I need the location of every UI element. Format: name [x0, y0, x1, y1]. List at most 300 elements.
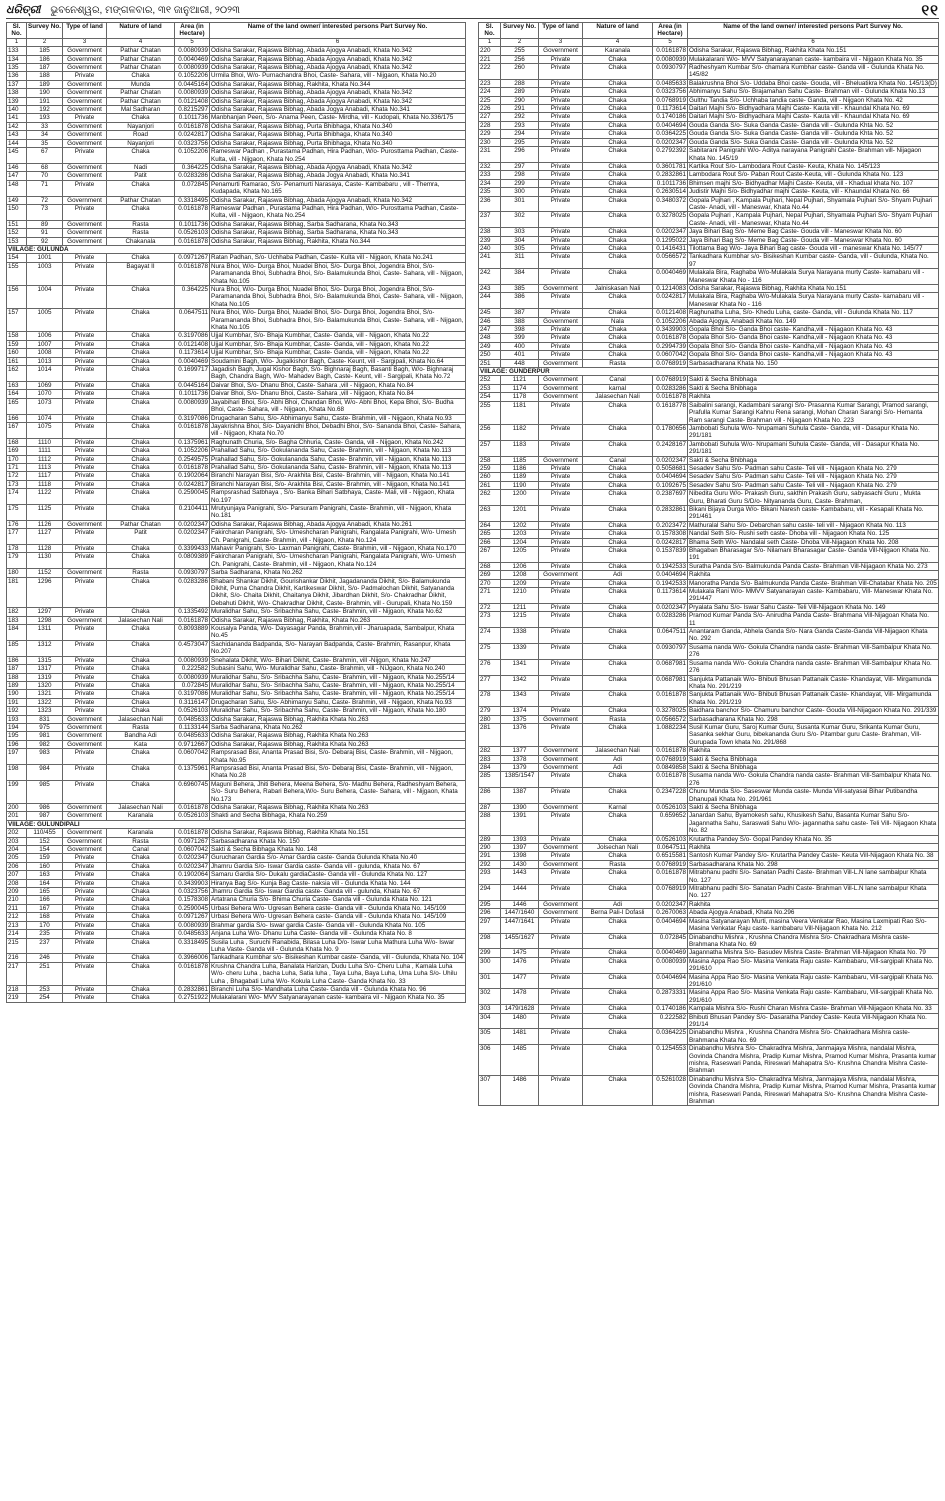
sl-no-cell: 277: [479, 675, 501, 691]
survey-no-cell: 1206: [501, 562, 539, 570]
owner-cell: Mathuralal Sahu S/o- Debarchan sahu caste- teli vill - Nijagaon Khata No. 113: [688, 521, 939, 529]
survey-no-cell: 1001: [27, 254, 63, 262]
survey-no-cell: 290: [501, 96, 539, 104]
area-cell: 0.364225: [175, 163, 210, 171]
sl-no-cell: 188: [7, 673, 27, 681]
land-type-cell: Private: [539, 869, 583, 885]
area-cell: 0.0768919: [653, 755, 688, 763]
area-cell: 0.0242817: [175, 480, 210, 488]
land-type-cell: Private: [63, 879, 107, 887]
table-row: [479, 603, 939, 611]
survey-no-cell: 982: [27, 740, 63, 748]
area-cell: 0.0647511: [175, 309, 210, 332]
sl-no-cell: 224: [479, 88, 501, 96]
land-type-cell: Government: [539, 456, 583, 464]
area-cell: 0.0202347: [653, 228, 688, 236]
land-type-cell: Private: [63, 438, 107, 446]
survey-no-cell: 1377: [501, 747, 539, 755]
survey-no-cell: 1113: [27, 463, 63, 471]
table-row: [7, 64, 466, 72]
table-row: [479, 628, 939, 644]
survey-no-cell: 1398: [501, 852, 539, 860]
land-nature-cell: Jalasechan Nali: [107, 616, 175, 624]
land-type-cell: Private: [63, 608, 107, 616]
sl-no-cell: 261: [479, 481, 501, 489]
owner-cell: Manbhanjan Peen, S/o- Anama Peen, Caste- Mirdha, vill - Kudopali, Khata No.336/175: [210, 114, 466, 122]
land-nature-cell: Chaka: [583, 196, 653, 212]
area-cell: 0.2832861: [653, 171, 688, 179]
table-row: [479, 643, 939, 659]
sl-no-cell: 189: [7, 681, 27, 689]
land-type-cell: Government: [63, 64, 107, 72]
owner-cell: Fakircharan Panigrahi, S/o- Umeshcharan Panigrahi, Rangalata Panigrahi, W/o- Umesh Ch. Panigrahi, Caste- Brahmin, vill - Nijgaon, Khata No.124: [210, 553, 466, 569]
table-row: [7, 480, 466, 488]
table-row: [7, 904, 466, 912]
area-cell: 0.0080939: [175, 47, 210, 55]
land-nature-cell: Chaka: [583, 105, 653, 113]
area-cell: 0.3197086: [175, 332, 210, 340]
sl-no-cell: 197: [7, 749, 27, 765]
land-nature-cell: Karanala: [107, 829, 175, 837]
land-nature-cell: Chaka: [583, 188, 653, 196]
land-type-cell: Government: [63, 131, 107, 139]
land-nature-cell: Chaka: [107, 690, 175, 698]
area-cell: 0.0323756: [175, 888, 210, 896]
land-type-cell: Private: [63, 904, 107, 912]
land-nature-cell: Chaka: [107, 985, 175, 993]
area-cell: 0.2590045: [175, 489, 210, 505]
area-cell: 0.1375961: [175, 438, 210, 446]
land-type-cell: Government: [63, 163, 107, 171]
owner-cell: Ratan Padhan, S/o- Uchhaba Padhan, Caste- Kulta vill - Nijgaon, Khata No.241: [210, 254, 466, 262]
land-nature-cell: Chaka: [107, 994, 175, 1002]
table-row: [479, 401, 939, 424]
col-number: 3: [63, 38, 107, 46]
village-heading: VIILAGE: GUNDERPUR: [479, 368, 939, 376]
table-row: [7, 812, 466, 820]
land-type-cell: Private: [539, 505, 583, 521]
table-row: [7, 237, 466, 245]
sl-no-cell: 199: [7, 780, 27, 803]
table-row: [7, 888, 466, 896]
owner-cell: Jambobati Suhula W/o- Nrupamani Suhula Caste- Ganda, vill - Dasapur Khata No. 291/181: [688, 440, 939, 456]
owner-cell: Sakti & Secha Bhibhaga: [688, 384, 939, 392]
survey-no-cell: 1391: [501, 812, 539, 835]
survey-no-cell: 1174: [501, 384, 539, 392]
land-type-cell: Private: [539, 138, 583, 146]
table-row: [479, 588, 939, 604]
table-row: [7, 837, 466, 845]
land-type-cell: Private: [539, 852, 583, 860]
sl-no-cell: 173: [7, 480, 27, 488]
area-cell: 0.2751922: [175, 994, 210, 1002]
survey-no-cell: 303: [501, 228, 539, 236]
table-row: [7, 332, 466, 340]
land-type-cell: Private: [63, 480, 107, 488]
area-cell: 0.0202347: [175, 520, 210, 528]
table-row: [479, 188, 939, 196]
area-cell: 0.9712667: [175, 740, 210, 748]
owner-cell: Nura Bhoi, W/o- Durga Bhoi, Nuadei Bhoi, S/o- Durga Bhoi, Jogendra Bhoi, S/o- Paramananda Bhoi, Subhadra Bhoi, S/o- Balamukunda Bhoi, Caste- Sahara, vill - Nijgaon, Khata No.105: [210, 262, 466, 285]
land-nature-cell: Chaka: [107, 577, 175, 608]
area-cell: 0.1214083: [653, 285, 688, 293]
owner-cell: Prahallad Sahu, S/o- Gokulananda Sahu, Caste- Brahmin, vill - Nijgaon, Khata No.113: [210, 455, 466, 463]
land-nature-cell: Chaka: [107, 681, 175, 689]
village-heading: VIILAGE: GULUNDA: [7, 245, 466, 253]
area-cell: 0.0526103: [653, 835, 688, 843]
sl-no-cell: 262: [479, 490, 501, 506]
area-cell: 0.0687981: [653, 675, 688, 691]
area-cell: 0.8215297: [175, 106, 210, 114]
owner-cell: Masina Appa Rao S/o- Masina Venkata Raju caste- Kambabaru, Vill-sargipali Khata No. 291/610: [688, 973, 939, 989]
owner-cell: Pramod Kumar Panda S/o- Anirudha Panda Caste- Brahmana Vill-Nijagoan Khata No. 11: [688, 612, 939, 628]
table-row: [479, 384, 939, 392]
owner-cell: Muralidhar Sahu, S/o- Sribachha Sahu, Caste- Brahmin, vill - Nijgaon, Khata No.255/14: [210, 673, 466, 681]
sl-no-cell: 190: [7, 690, 27, 698]
land-nature-cell: Chaka: [107, 938, 175, 954]
sl-no-cell: 282: [479, 747, 501, 755]
table-row: [7, 47, 466, 55]
table-row: [7, 504, 466, 520]
header-owner: Name of the land owner/ interested persons Part Survey No.: [210, 23, 466, 39]
area-cell: 0.0768919: [653, 885, 688, 901]
owner-cell: Radheshyam Kumbar S/o- chamara Kumbhar caste- Ganda vill - Gulunda Khata No. 145/82: [688, 64, 939, 80]
land-type-cell: Private: [63, 463, 107, 471]
land-nature-cell: Chaka: [107, 545, 175, 553]
area-cell: 0.0404694: [653, 917, 688, 933]
table-row: [7, 398, 466, 414]
land-type-cell: Private: [63, 366, 107, 382]
area-cell: 0.0930797: [653, 64, 688, 80]
sl-no-cell: 159: [7, 340, 27, 348]
land-nature-cell: Chaka: [107, 698, 175, 706]
land-type-cell: Private: [539, 309, 583, 317]
survey-no-cell: 251: [27, 962, 63, 985]
table-row: [7, 520, 466, 528]
owner-cell: Sakti & Secha Bhibhaga: [688, 804, 939, 812]
survey-no-cell: 1189: [501, 473, 539, 481]
survey-no-cell: 1385/1547: [501, 772, 539, 788]
table-row: [7, 780, 466, 803]
land-type-cell: Private: [63, 764, 107, 780]
owner-cell: Odisha Sarakar, Rajaswa Bibhag, Sarba Sadharana, Khata No.343: [210, 220, 466, 228]
sl-no-cell: 214: [7, 930, 27, 938]
table-row: [7, 994, 466, 1002]
table-row: [7, 139, 466, 147]
land-nature-cell: Chaka: [107, 366, 175, 382]
land-type-cell: Government: [63, 80, 107, 88]
survey-no-cell: 1008: [27, 349, 63, 357]
land-type-cell: Government: [63, 569, 107, 577]
land-nature-cell: Chaka: [583, 869, 653, 885]
land-nature-cell: Chaka: [583, 1045, 653, 1076]
land-type-cell: Private: [63, 577, 107, 608]
survey-no-cell: 302: [501, 212, 539, 228]
survey-no-cell: 1376: [501, 723, 539, 746]
sl-no-cell: 232: [479, 162, 501, 170]
owner-cell: Nibedita Guru W/o- Prakash Guru, sakthin Prakash Guru, sabyasachi Guru , Mukta Guru, Bharati Guru S/D/o- Nityananda Guru, Caste- Brahman,: [688, 490, 939, 506]
sl-no-cell: 141: [7, 114, 27, 122]
land-nature-cell: Chaka: [107, 398, 175, 414]
sl-no-cell: 163: [7, 381, 27, 389]
sl-no-cell: 134: [7, 55, 27, 63]
land-type-cell: Government: [539, 376, 583, 384]
table-row: [479, 538, 939, 546]
survey-no-cell: 1110: [27, 438, 63, 446]
land-type-cell: Private: [539, 464, 583, 472]
land-table-right: [478, 22, 939, 1106]
area-cell: 0.1578308: [175, 896, 210, 904]
survey-no-cell: 1202: [501, 521, 539, 529]
survey-no-cell: 1118: [27, 480, 63, 488]
area-cell: 0.0242817: [653, 538, 688, 546]
owner-cell: Mulakala Rani W/o- MMVV Satyanarayan caste- Kambabaru, Vill- Maneswar Khata No. 291/447: [688, 588, 939, 604]
owner-cell: Rakhita: [688, 900, 939, 908]
sl-no-cell: 158: [7, 332, 27, 340]
survey-no-cell: 152: [27, 837, 63, 845]
table-row: [479, 269, 939, 285]
area-cell: 0.0404694: [653, 571, 688, 579]
table-row: [479, 55, 939, 63]
land-nature-cell: Chaka: [107, 962, 175, 985]
survey-no-cell: 168: [27, 913, 63, 921]
col-number: 6: [210, 38, 466, 46]
area-cell: 0.2832861: [175, 985, 210, 993]
land-nature-cell: Rasta: [107, 569, 175, 577]
land-type-cell: Private: [63, 262, 107, 285]
survey-no-cell: 1127: [27, 529, 63, 545]
land-type-cell: Private: [63, 921, 107, 929]
area-cell: 0.3197086: [175, 414, 210, 422]
survey-no-cell: 1479/1628: [501, 1005, 539, 1013]
land-type-cell: Government: [63, 732, 107, 740]
land-nature-cell: Chaka: [583, 138, 653, 146]
table-row: [479, 162, 939, 170]
survey-no-cell: 68: [27, 163, 63, 171]
land-nature-cell: Chaka: [583, 788, 653, 804]
area-cell: 0.1052206: [653, 317, 688, 325]
sl-no-cell: 222: [479, 64, 501, 80]
sl-no-cell: 169: [7, 447, 27, 455]
area-cell: 0.0202347: [653, 900, 688, 908]
owner-cell: Odisha Sarakar, Rajaswa Bibhag, Rakhita Khata No.263: [210, 715, 466, 723]
land-type-cell: Private: [63, 656, 107, 664]
survey-no-cell: 1312: [27, 640, 63, 656]
village-heading-row: [7, 820, 466, 828]
header-row: [7, 23, 466, 39]
land-type-cell: Private: [539, 691, 583, 707]
land-nature-cell: Karnal: [583, 804, 653, 812]
table-row: [7, 862, 466, 870]
table-row: [7, 340, 466, 348]
table-row: [7, 577, 466, 608]
survey-no-cell: 305: [501, 244, 539, 252]
owner-cell: Odisha Sarakar, Rajaswa Bibhag, Rakhita Khata No.263: [210, 804, 466, 812]
land-nature-cell: Canal: [107, 846, 175, 854]
area-cell: 0.1011736: [175, 220, 210, 228]
land-nature-cell: Pathar Chatan: [107, 196, 175, 204]
area-cell: 0.0161878: [653, 691, 688, 707]
table-row: [479, 1013, 939, 1029]
owner-cell: Subasini Sahu, W/o- Muralidhar Sahu, Caste- Brahmin, vill - NiJgaon, Khata No.240: [210, 665, 466, 673]
land-nature-cell: Chaka: [107, 309, 175, 332]
sl-no-cell: 207: [7, 871, 27, 879]
area-cell: 0.0202347: [175, 862, 210, 870]
area-cell: 0.1780656: [653, 424, 688, 440]
land-type-cell: Private: [539, 79, 583, 87]
area-cell: 0.0242817: [653, 293, 688, 309]
owner-cell: Artatrana Churia S/o- Bhima Churia Caste- Ganda vill - Gulunda Khata No. 121: [210, 896, 466, 904]
area-cell: 0.1902064: [175, 871, 210, 879]
land-nature-cell: Chaka: [583, 179, 653, 187]
survey-no-cell: 1296: [27, 577, 63, 608]
area-cell: 0.0647511: [653, 844, 688, 852]
sl-no-cell: 205: [7, 854, 27, 862]
land-nature-cell: Chaka: [107, 438, 175, 446]
survey-no-cell: 1393: [501, 835, 539, 843]
area-cell: 0.0161878: [175, 804, 210, 812]
table-row: [7, 229, 466, 237]
land-type-cell: Government: [63, 829, 107, 837]
sl-no-cell: 253: [479, 384, 501, 392]
land-type-cell: Private: [63, 340, 107, 348]
owner-cell: Gopala Bhoi S/o- Ganda Bhoi caste- Kandha,vill - Nijagaon Khata No. 43: [688, 342, 939, 350]
sl-no-cell: 233: [479, 171, 501, 179]
owner-cell: Baidhara banchor S/o- Chamuru banchor Caste- Gouda Vill-Nijagaon Khata No. 291/339: [688, 707, 939, 715]
survey-no-cell: 1387: [501, 788, 539, 804]
land-nature-cell: Chaka: [107, 114, 175, 122]
owner-cell: Susama nanda W/o- Gokula Chandra nanda caste- Brahman Vill-Sambalpur Khata No. 276: [688, 643, 939, 659]
sl-no-cell: 299: [479, 949, 501, 957]
land-type-cell: Private: [63, 698, 107, 706]
sl-no-cell: 168: [7, 438, 27, 446]
sl-no-cell: 265: [479, 530, 501, 538]
survey-no-cell: 1203: [501, 530, 539, 538]
table-row: [479, 900, 939, 908]
table-row: [479, 949, 939, 957]
survey-no-cell: 1125: [27, 504, 63, 520]
sl-no-cell: 191: [7, 698, 27, 706]
owner-cell: Jayabihari Bhoi, S/o- Abhi Bhoi, Chandan Bhoi, W/o- Abhi Bhoi, Kepa Bhoi, S/o- Budha Bhoi, Caste- Sahara, vill - Nijgaon, Khata No.68: [210, 398, 466, 414]
survey-no-cell: 292: [501, 113, 539, 121]
area-cell: 0.0768919: [653, 96, 688, 104]
owner-cell: Abada Ajogya Anabadi, Khata No.296: [688, 909, 939, 917]
table-row: [479, 253, 939, 269]
survey-no-cell: 70: [27, 172, 63, 180]
owner-cell: Odisha Sarakar, Rajaswa Bibhag, Rakhita Khata No.151: [210, 829, 466, 837]
land-type-cell: Government: [63, 196, 107, 204]
land-nature-cell: Chaka: [583, 96, 653, 104]
land-type-cell: Private: [63, 640, 107, 656]
survey-no-cell: 186: [27, 55, 63, 63]
land-nature-cell: Chaka: [107, 896, 175, 904]
land-type-cell: Private: [63, 414, 107, 422]
table-row: [479, 393, 939, 401]
table-row: [7, 349, 466, 357]
land-nature-cell: Chaka: [583, 1029, 653, 1045]
sl-no-cell: 150: [7, 204, 27, 220]
table-row: [7, 447, 466, 455]
owner-cell: Odisha Sarakar, Rajaswa Bibhag, Abada Ajogya Anabadi, Khata No.342: [210, 196, 466, 204]
land-type-cell: Private: [539, 236, 583, 244]
area-cell: 0.2428167: [653, 440, 688, 456]
land-type-cell: Private: [63, 381, 107, 389]
owner-cell: Nandal Seth S/o- Rushi seth caste- Dhoba vill - Nijagaon Khata No. 125: [688, 530, 939, 538]
table-row: [7, 163, 466, 171]
land-type-cell: Private: [539, 269, 583, 285]
table-row: [479, 196, 939, 212]
owner-cell: Jaya Bihari Bag S/o- Meme Bag Caste- Gouda vill - Maneswar Khata No. 60: [688, 236, 939, 244]
area-cell: 0.0080939: [175, 64, 210, 72]
table-row: [7, 829, 466, 837]
survey-no-cell: 235: [27, 930, 63, 938]
sl-no-cell: 223: [479, 79, 501, 87]
land-type-cell: Private: [63, 148, 107, 164]
table-row: [479, 96, 939, 104]
land-type-cell: Private: [539, 105, 583, 113]
owner-cell: Hiranya Bag S/o- Kunja Bag Caste- naksia vill - Gulunda Khata No. 144: [210, 879, 466, 887]
area-cell: 0.3278025: [653, 212, 688, 228]
issue-date: ଭୁବନେଶ୍ୱର, ମଙ୍ଗଳବାର, ୩୧ ଜାନୁଆରୀ, ୨୦୨୩: [50, 4, 240, 16]
land-nature-cell: Canal: [583, 376, 653, 384]
survey-no-cell: 1152: [27, 569, 63, 577]
owner-cell: Mulakala Bira, Raghaba W/o-Mulakala Surya Narayana murty Caste- kamabaru vill - Maneswar Khata No - 116: [688, 269, 939, 285]
survey-no-cell: 1321: [27, 690, 63, 698]
owner-cell: Sarba Sadharana, Khata No.262: [210, 569, 466, 577]
land-nature-cell: Rasta: [583, 715, 653, 723]
area-cell: 0.3439903: [175, 879, 210, 887]
owner-cell: Biranchi Narayan Bisi, S/o- Arakhita Bisi, Caste- Brahmin, vill - Nijgaon, Khata No.141: [210, 472, 466, 480]
survey-no-cell: 191: [27, 97, 63, 105]
area-cell: 0.3197086: [175, 690, 210, 698]
sl-no-cell: 246: [479, 317, 501, 325]
owner-cell: Dinabandhu Mishra , Krushna Chandra Mishra S/o- Chakradhara Mishra caste- Brahmana Khata No. 69: [688, 933, 939, 949]
area-cell: 0.0040469: [175, 357, 210, 365]
table-row: [7, 681, 466, 689]
land-nature-cell: Jalasechan Nali: [107, 804, 175, 812]
land-nature-cell: Mal Sadharan: [107, 106, 175, 114]
col-number: 1: [479, 38, 501, 46]
land-nature-cell: Nala: [583, 317, 653, 325]
area-cell: 0.1092675: [653, 481, 688, 489]
survey-no-cell: 170: [27, 921, 63, 929]
area-cell: 0.0040469: [653, 949, 688, 957]
header-survey-no: Survey No.: [501, 23, 539, 39]
area-cell: 0.2104411: [175, 504, 210, 520]
land-type-cell: Private: [539, 326, 583, 334]
header-type-of-land: Type of land: [63, 23, 107, 39]
sl-no-cell: 273: [479, 612, 501, 628]
land-nature-cell: karnal: [583, 384, 653, 392]
area-cell: 0.0323756: [175, 139, 210, 147]
sl-no-cell: 237: [479, 212, 501, 228]
land-nature-cell: Chaka: [107, 463, 175, 471]
area-cell: 0.0607042: [175, 749, 210, 765]
owner-cell: Soudamini Bagh, W/o- Jugalkishor Bagh, Caste- Keunt, vill - Sargipali, Khata No.64: [210, 357, 466, 365]
land-type-cell: Private: [539, 130, 583, 138]
owner-cell: Samaru Gardia S/o- Dukalu gardiaCaste- Ganda vill - Gulunda Khata No. 127: [210, 871, 466, 879]
owner-cell: Odisha Sarakar, Rajaswa Bibhag, Rakhita, Khata No.344: [210, 80, 466, 88]
area-cell: 0.0161878: [175, 422, 210, 438]
land-nature-cell: Bagayat II: [107, 262, 175, 285]
owner-cell: Odisha Sarakar, Rajaswa Bibhag, Rakhita Khata No.263: [210, 732, 466, 740]
sl-no-cell: 192: [7, 707, 27, 715]
area-cell: 0.0485633: [175, 930, 210, 938]
survey-no-cell: 1069: [27, 381, 63, 389]
table-row: [479, 747, 939, 755]
table-row: [479, 521, 939, 529]
survey-no-cell: 448: [501, 359, 539, 367]
